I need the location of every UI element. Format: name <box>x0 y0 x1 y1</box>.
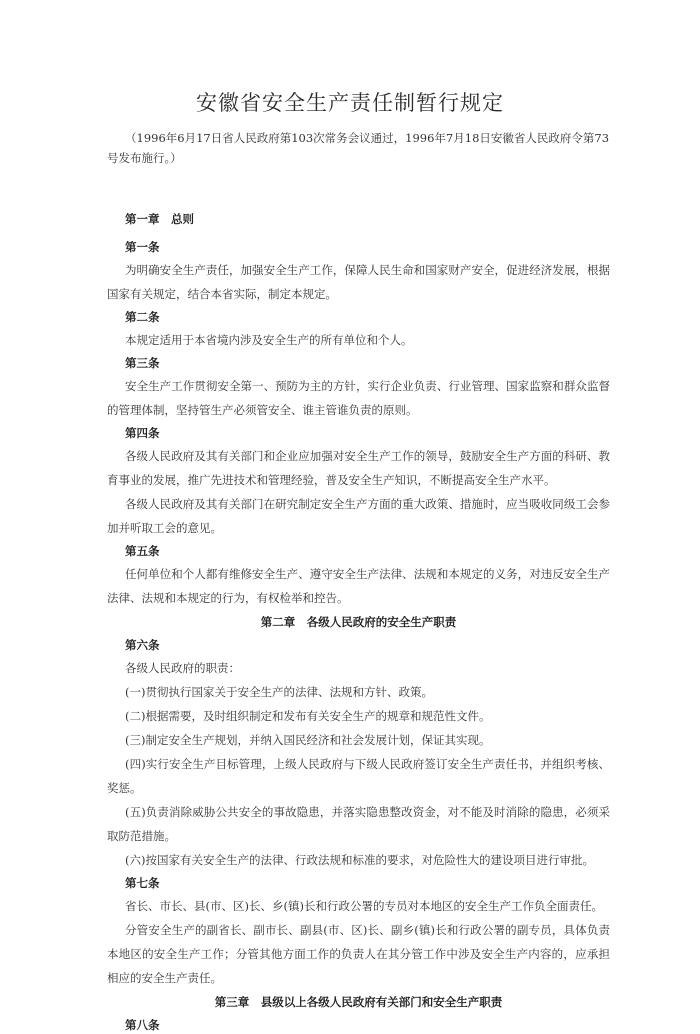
article-1-paragraph: 为明确安全生产责任，加强安全生产工作，保障人民生命和国家财产安全，促进经济发展，根据国家有关规定，结合本省实际，制定本规定。 <box>107 263 610 301</box>
article-5-heading: 第五条 <box>125 544 160 558</box>
chapter-2-heading: 第二章 各级人民政府的安全生产职责 <box>260 615 457 629</box>
article-3-heading: 第三条 <box>125 356 160 370</box>
article-6-item-6: (六)按国家有关安全生产的法律、行政法规和标准的要求，对危险性大的建设项目进行审批。 <box>125 853 594 867</box>
article-7-paragraph-1: 省长、市长、县(市、区)长、乡(镇)长和行政公署的专员对本地区的安全生产工作负全面责任。 <box>125 899 603 913</box>
article-7-paragraph-2: 分管安全生产的副省长、副市长、副县(市、区)长、副乡(镇)长和行政公署的副专员，具体负责本地区的安全生产工作；分管其他方面工作的负责人在其分管工作中涉及安全生产内容的，应承担相应的安全生产责任。 <box>107 923 610 985</box>
document-title: 安徽省安全生产责任制暂行规定 <box>196 91 504 115</box>
article-6-item-1: (一)贯彻执行国家关于安全生产的法律、法规和方针、政策。 <box>125 685 433 699</box>
article-1-heading: 第一条 <box>125 240 160 254</box>
chapter-3-heading: 第三章 县级以上各级人民政府有关部门和安全生产职责 <box>214 995 503 1009</box>
article-6-item-3: (三)制定安全生产规划，并纳入国民经济和社会发展计划，保证其实现。 <box>125 733 491 747</box>
article-4-paragraph-1: 各级人民政府及其有关部门和企业应加强对安全生产工作的领导，鼓励安全生产方面的科研、教育事业的发展，推广先进技术和管理经验，普及安全生产知识，不断提高安全生产水平。 <box>107 449 610 487</box>
article-6-paragraph-1: 各级人民政府的职责： <box>125 661 240 675</box>
article-2-heading: 第二条 <box>125 310 160 324</box>
article-6-item-5: (五)负责消除威胁公共安全的事故隐患，并落实隐患整改资金，对不能及时消除的隐患，必须采取防范措施。 <box>107 805 610 843</box>
article-6-heading: 第六条 <box>125 638 160 652</box>
article-2-paragraph: 本规定适用于本省境内涉及安全生产的所有单位和个人。 <box>125 333 413 347</box>
article-4-heading: 第四条 <box>125 426 160 440</box>
article-4-paragraph-2: 各级人民政府及其有关部门在研究制定安全生产方面的重大政策、措施时，应当吸收同级工会参加并听取工会的意见。 <box>107 497 610 535</box>
article-6-item-4: (四)实行安全生产目标管理，上级人民政府与下级人民政府签订安全生产责任书，并组织考核、奖惩。 <box>107 757 610 795</box>
article-5-paragraph: 任何单位和个人都有维修安全生产、遵守安全生产法律、法规和本规定的义务，对违反安全生产法律、法规和本规定的行为，有权检举和控告。 <box>107 567 610 605</box>
article-7-heading: 第七条 <box>125 876 160 890</box>
article-3-paragraph: 安全生产工作贯彻安全第一、预防为主的方针，实行企业负责、行业管理、国家监察和群众监督的管理体制，坚持管生产必须管安全、谁主管谁负责的原则。 <box>107 379 610 417</box>
adoption-note: （1996年6月17日省人民政府第103次常务会议通过，1996年7月18日安徽省人民政府令第73号发布施行。） <box>107 131 610 165</box>
article-8-heading: 第八条 <box>125 1018 160 1032</box>
chapter-1-heading: 第一章 总则 <box>125 212 194 226</box>
article-6-item-2: (二)根据需要，及时组织制定和发布有关安全生产的规章和规范性文件。 <box>125 709 491 723</box>
